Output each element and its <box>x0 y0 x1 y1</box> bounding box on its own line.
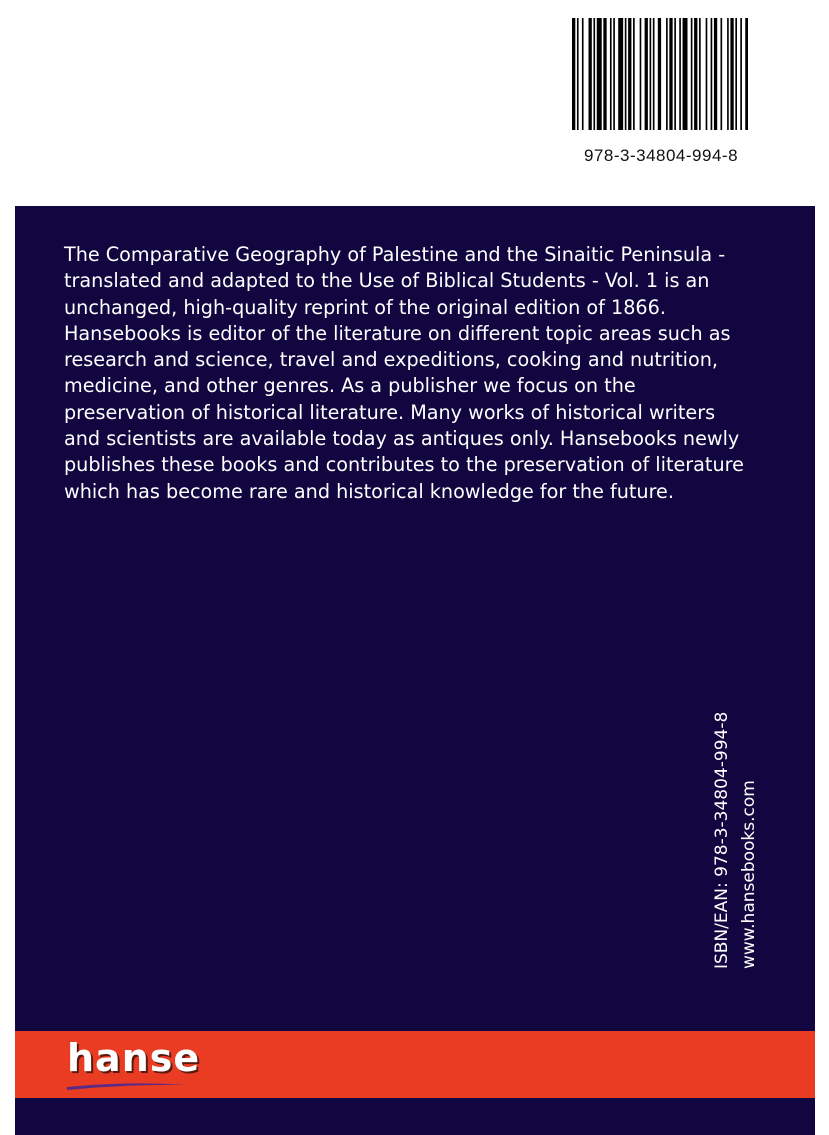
website-text: www.hansebooks.com <box>739 780 759 969</box>
logo-swoosh-icon <box>65 1081 189 1091</box>
barcode-bars <box>572 18 748 130</box>
publisher-band <box>15 1031 815 1098</box>
back-cover-panel <box>15 206 815 1135</box>
isbn-text: ISBN/EAN: 978-3-34804-994-8 <box>712 711 732 969</box>
hanse-logo: hanse <box>67 1036 201 1080</box>
isbn-block <box>709 694 789 969</box>
barcode-number: 978-3-34804-994-8 <box>583 146 739 165</box>
barcode <box>566 18 756 165</box>
book-description: The Comparative Geography of Palestine and the Sinaitic Peninsula - translated and adapted to the Use of Biblical Students - Vol. 1 is an unchanged, high-quality reprint of the original edition of 1866. Hansebooks is editor of the literature on different topic areas such as research and science, travel and expeditions, cooking and nutrition, medicine, and other genres. As a publisher we focus on the preservation of historical literature. Many works of historical writers and scientists are available today as antiques only. Hansebooks newly publishes these books and contributes to the preservation of literature which has become rare and historical knowledge for the future. <box>64 243 744 503</box>
